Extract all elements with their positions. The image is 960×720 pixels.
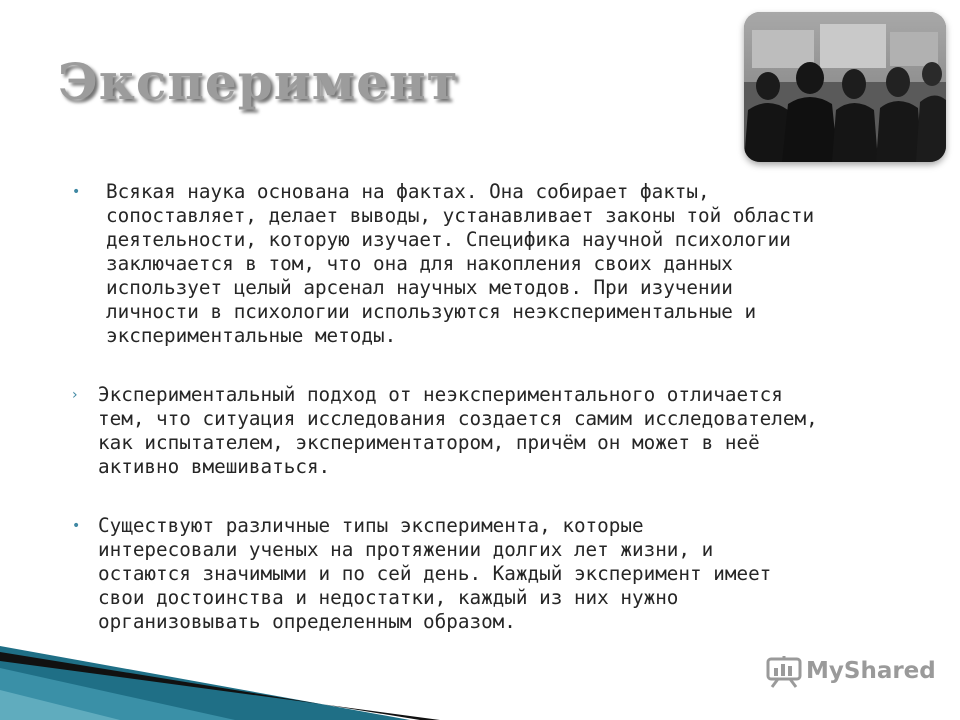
arrow-bullet-icon: ›	[72, 387, 78, 403]
bullet-text: Всякая наука основана на фактах. Она собирает факты, сопоставляет, делает выводы, устанавливает законы той области деятельности, которую изучает. Специфика научной психологии заключается в том, что она для накопления своих данных использует целый арсенал научных методов. При изучении личности в психологии используются неэкспериментальные и экспериментальные методы.	[106, 180, 815, 347]
bullet-text: Существуют различные типы эксперимента, которые интересовали ученых на протяжении долгих лет жизни, и остаются значимыми и по сей день. Каждый эксперимент имеет свои достоинства и недостатки, каждый из них нужно организовывать определенным образом.	[98, 514, 772, 633]
watermark-label: MyShared	[806, 658, 936, 684]
myshared-logo-icon	[766, 654, 802, 688]
bullet-dot-icon: •	[72, 518, 81, 534]
watermark	[766, 654, 936, 688]
bullet-dot-icon: •	[72, 184, 81, 200]
slide-title: Эксперимент	[58, 52, 459, 111]
bullet-text: Экспериментальный подход от неэкспериментального отличается тем, что ситуация исследования создается самим исследователем, как испытателем, экспериментатором, причём он может в неё активно вмешиваться.	[98, 383, 818, 478]
